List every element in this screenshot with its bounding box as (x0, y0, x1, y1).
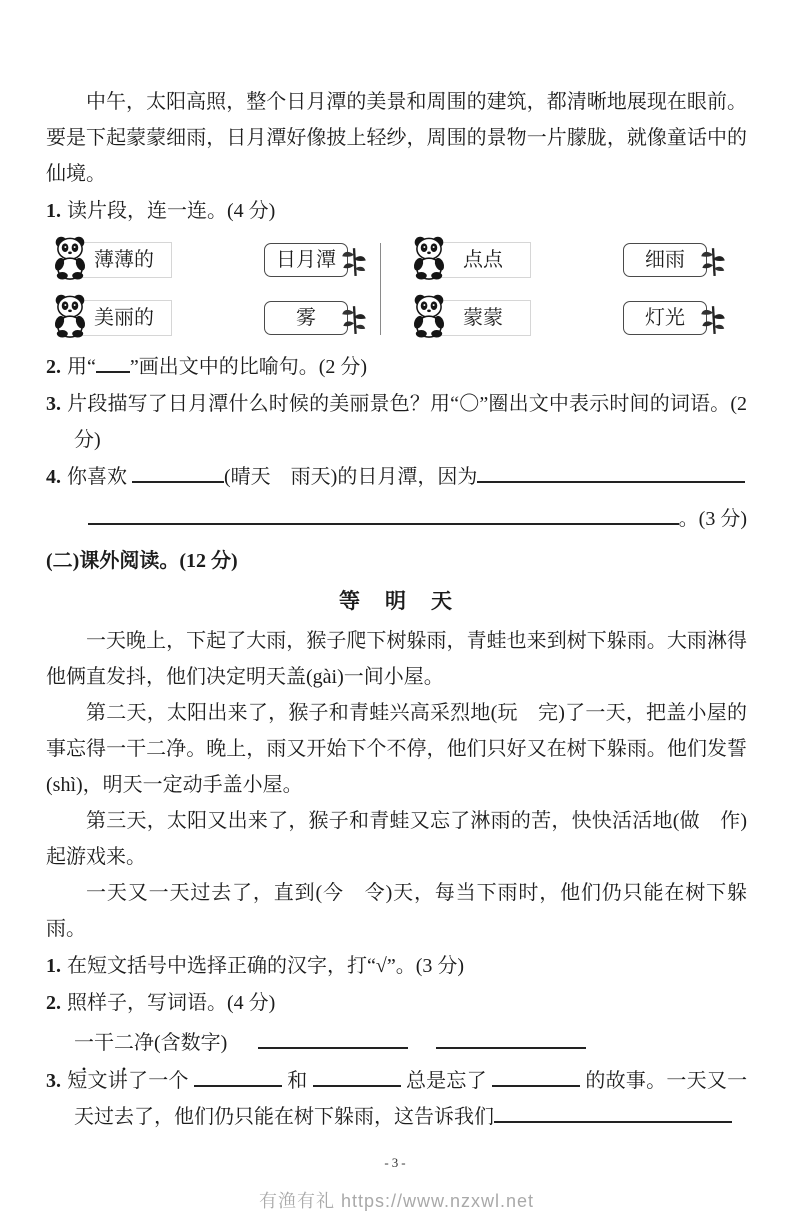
story-paragraph: 第二天，太阳出来了，猴子和青蛙兴高采烈地(玩 完)了一天，把盖小屋的事忘得一干二净。晚上，雨又开始下个不停，他们只好又在树下躲雨。他们发誓(shì)，明天一定动手盖小屋。 (46, 702, 747, 796)
question-4-number: 4. (46, 466, 61, 488)
answer-blank (96, 356, 130, 373)
section-2-question-3-text-3: 总是忘了 (405, 1070, 487, 1092)
story-passage (46, 623, 747, 947)
footer-watermark: 有渔有礼 https://www.nzxwl.net (258, 1191, 535, 1211)
word-chip[interactable] (72, 300, 172, 336)
matching-left-column (56, 239, 374, 339)
question-4-line-2 (46, 501, 747, 537)
word-chip-label: 薄薄的 (94, 249, 154, 271)
section-2-question-2-text: 照样子，写词语。(4 分) (67, 992, 276, 1014)
panda-icon (410, 294, 448, 347)
example-char: 净 (134, 1032, 154, 1054)
example-char: 二 (114, 1032, 134, 1054)
passage-intro: 中午，太阳高照，整个日月潭的美景和周围的建筑，都清晰地展现在眼前。要是下起蒙蒙细雨，日月潭好像披上轻纱，周围的景物一片朦胧，就像童话中的仙境。 (46, 91, 747, 185)
section-2-question-3-number: 3. (46, 1070, 61, 1092)
word-card[interactable] (623, 301, 707, 335)
question-4-text-2: (晴天 雨天)的日月潭，因为 (224, 466, 478, 488)
page-number: -3- (384, 1155, 409, 1170)
bamboo-icon (341, 303, 367, 344)
section-2-heading: (二)课外阅读。(12 分) (46, 550, 238, 572)
question-1-text: 读片段，连一连。(4 分) (67, 200, 276, 222)
story-paragraph: 一天又一天过去了，直到(今 令)天，每当下雨时，他们仍只能在树下躲雨。 (46, 882, 747, 940)
word-card[interactable] (264, 301, 348, 335)
word-chip[interactable] (72, 242, 172, 278)
answer-blank (194, 1070, 282, 1087)
section-2-question-1-text: 在短文括号中选择正确的汉字，打“√”。(3 分) (67, 955, 465, 977)
panda-icon (51, 236, 89, 289)
section-2-question-3 (46, 1063, 747, 1135)
example-word-line (74, 1025, 747, 1061)
story-paragraph: 第三天，太阳又出来了，猴子和青蛙又忘了淋雨的苦，快快活活地(做 作)起游戏来。 (46, 810, 747, 868)
section-2-question-3-text-4: 的故事。一天又一天过去了，他们仍只能在树下躲雨，这告诉我们 (74, 1070, 748, 1128)
match-row (415, 297, 733, 339)
answer-blank (492, 1070, 580, 1087)
story-paragraph: 一天晚上，下起了大雨，猴子爬下树躲雨，青蛙也来到树下躲雨。大雨淋得他俩直发抖，他们决定明天盖(gài)一间小屋。 (46, 630, 747, 688)
bamboo-icon (700, 245, 726, 286)
matching-divider (380, 243, 381, 335)
question-2-text-1: 用“ (67, 356, 96, 378)
section-2-question-1 (46, 948, 747, 984)
example-char: 一 (74, 1032, 94, 1054)
example-char: 干 (94, 1032, 114, 1054)
word-chip[interactable] (431, 300, 531, 336)
question-3 (46, 386, 747, 458)
question-2 (46, 349, 747, 385)
question-2-number: 2. (46, 356, 61, 378)
section-2-question-2 (46, 985, 747, 1021)
answer-blank (436, 1032, 586, 1049)
answer-blank (132, 466, 224, 483)
question-4-text-1: 你喜欢 (67, 466, 127, 488)
question-2-text-2: ”画出文中的比喻句。(2 分) (129, 356, 368, 378)
match-row (56, 297, 374, 339)
word-card-label: 雾 (296, 307, 316, 329)
section-2-question-1-number: 1. (46, 955, 61, 977)
answer-blank (477, 466, 745, 483)
word-card-label: 细雨 (645, 249, 685, 271)
match-row (56, 239, 374, 281)
bamboo-icon (700, 303, 726, 344)
example-note: (含数字) (154, 1032, 228, 1054)
word-chip-label: 美丽的 (94, 307, 154, 329)
word-card[interactable] (264, 243, 348, 277)
question-4 (46, 459, 747, 495)
question-3-number: 3. (46, 393, 61, 415)
word-card-label: 日月潭 (276, 249, 336, 271)
story-title: 等 明 天 (339, 589, 454, 613)
matching-exercise (56, 239, 747, 339)
word-chip[interactable] (431, 242, 531, 278)
question-4-text-3: 。(3 分) (678, 508, 747, 530)
question-1-number: 1. (46, 200, 61, 222)
answer-blank (313, 1070, 401, 1087)
word-chip-label: 点点 (463, 249, 503, 271)
bamboo-icon (341, 245, 367, 286)
panda-icon (410, 236, 448, 289)
section-2-question-2-number: 2. (46, 992, 61, 1014)
section-2-question-3-text-2: 和 (287, 1070, 308, 1092)
word-card-label: 灯光 (645, 307, 685, 329)
word-card[interactable] (623, 243, 707, 277)
question-3-text: 片段描写了日月潭什么时候的美丽景色？用“〇”圈出文中表示时间的词语。(2 分) (67, 393, 747, 451)
question-1 (46, 193, 747, 229)
answer-blank (258, 1032, 408, 1049)
matching-right-column (415, 239, 733, 339)
section-2-question-3-text-1: 短文讲了一个 (67, 1070, 189, 1092)
match-row (415, 239, 733, 281)
answer-blank (494, 1106, 732, 1123)
answer-blank (88, 508, 679, 525)
word-chip-label: 蒙蒙 (463, 307, 503, 329)
panda-icon (51, 294, 89, 347)
